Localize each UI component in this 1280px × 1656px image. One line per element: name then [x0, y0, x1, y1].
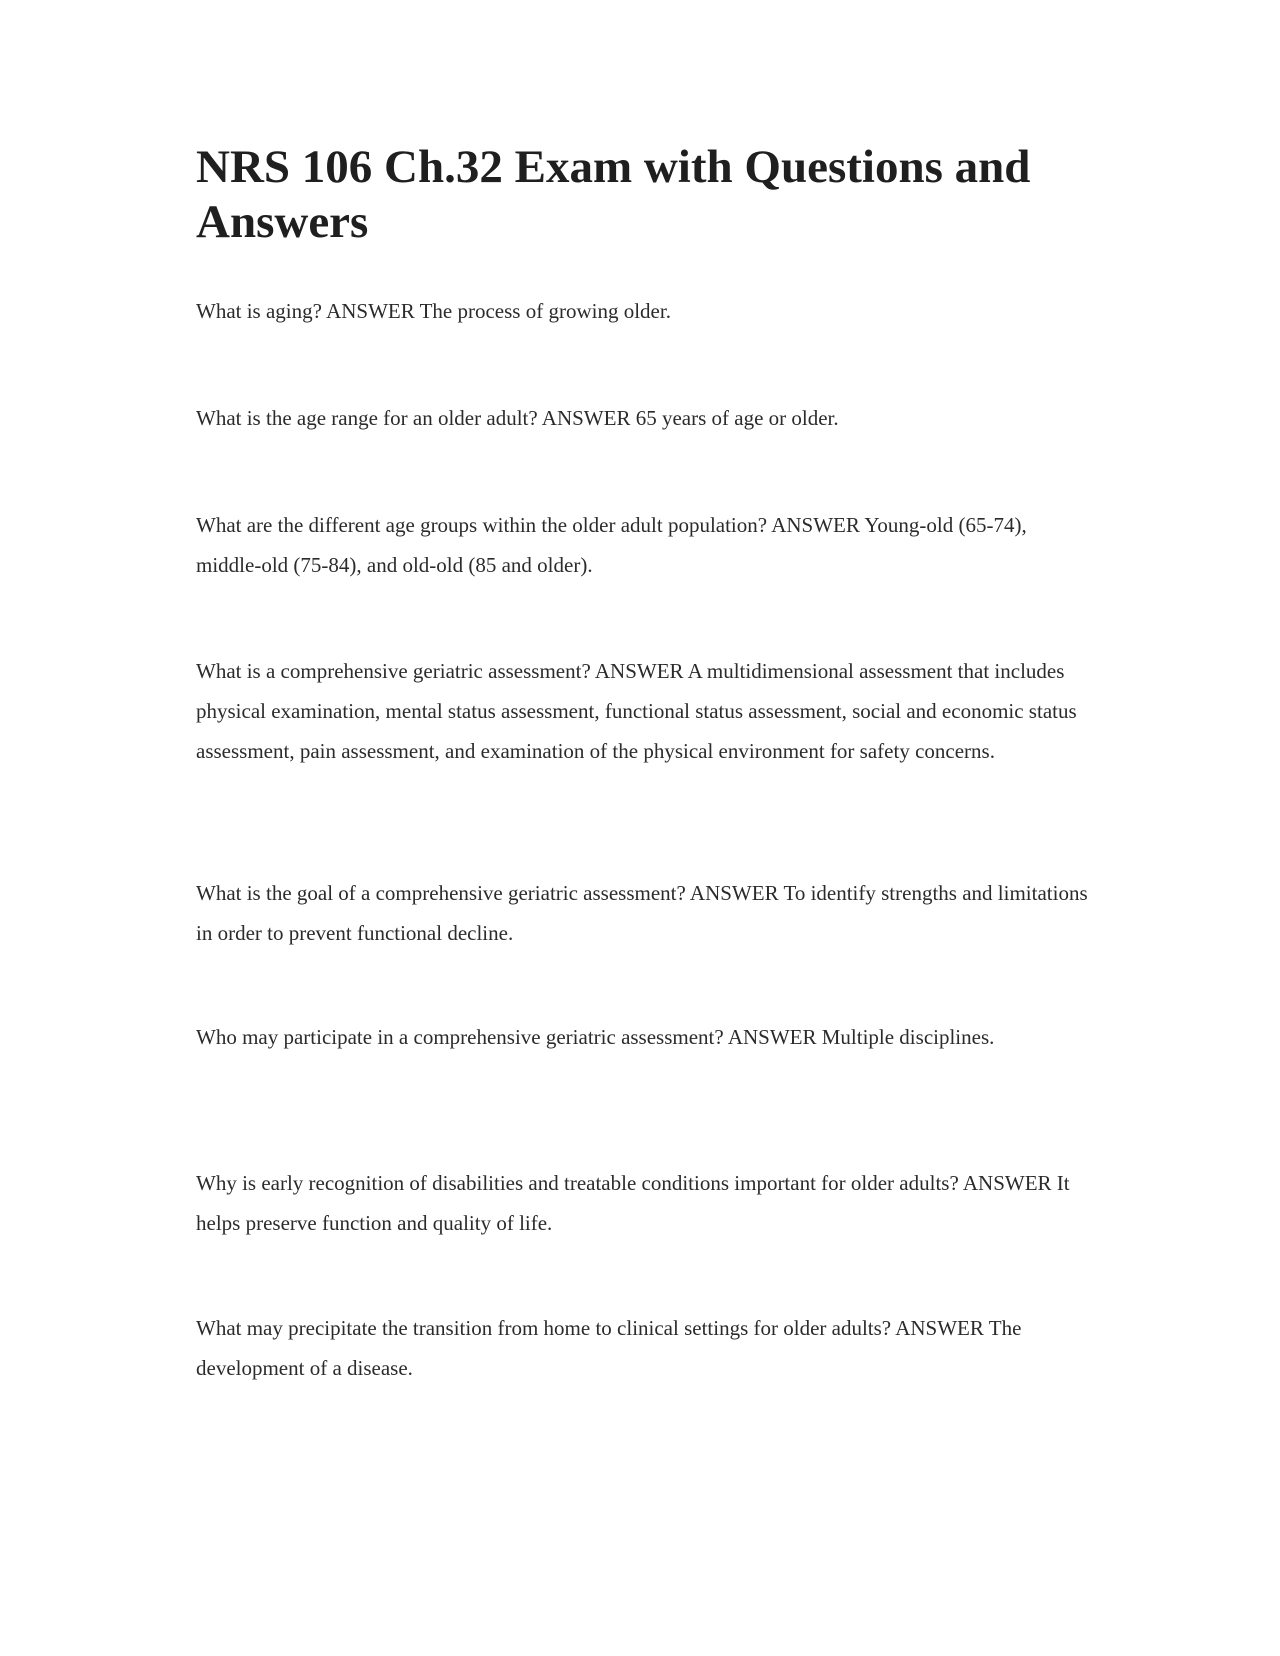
qa-item: [196, 1163, 1096, 1243]
answer-text: ANSWER The development of a disease.: [196, 1316, 1022, 1380]
question-text: Why is early recognition of disabilities and treatable conditions important for older adults?: [196, 1171, 959, 1195]
answer-text: ANSWER A multidimensional assessment that includes physical examination, mental status assessment, functional status assessment, social and economic status assessment, pain assessment, and examination of the physical environment for safety concerns.: [196, 659, 1077, 763]
qa-item: [196, 505, 1096, 585]
qa-item: [196, 1017, 1096, 1057]
qa-item: [196, 1308, 1096, 1388]
question-text: What is a comprehensive geriatric assessment?: [196, 659, 591, 683]
answer-text: ANSWER 65 years of age or older.: [541, 406, 839, 430]
qa-item: [196, 651, 1096, 771]
question-text: What are the different age groups within the older adult population?: [196, 513, 768, 537]
question-text: What is the age range for an older adult?: [196, 406, 538, 430]
answer-text: ANSWER Young-old (65-74), middle-old (75-84), and old-old (85 and older).: [196, 513, 1027, 577]
qa-item: [196, 873, 1096, 953]
question-text: What is the goal of a comprehensive geriatric assessment?: [196, 881, 686, 905]
question-text: What is aging?: [196, 299, 322, 323]
answer-text: ANSWER The process of growing older.: [326, 299, 671, 323]
answer-text: ANSWER To identify strengths and limitations in order to prevent functional decline.: [196, 881, 1088, 945]
answer-text: ANSWER It helps preserve function and quality of life.: [196, 1171, 1070, 1235]
answer-text: ANSWER Multiple disciplines.: [727, 1025, 995, 1049]
page-title: NRS 106 Ch.32 Exam with Questions and Answers: [196, 141, 1031, 248]
qa-item: [196, 291, 1096, 331]
qa-item: [196, 398, 1096, 438]
question-text: What may precipitate the transition from home to clinical settings for older adults?: [196, 1316, 892, 1340]
question-text: Who may participate in a comprehensive geriatric assessment?: [196, 1025, 724, 1049]
